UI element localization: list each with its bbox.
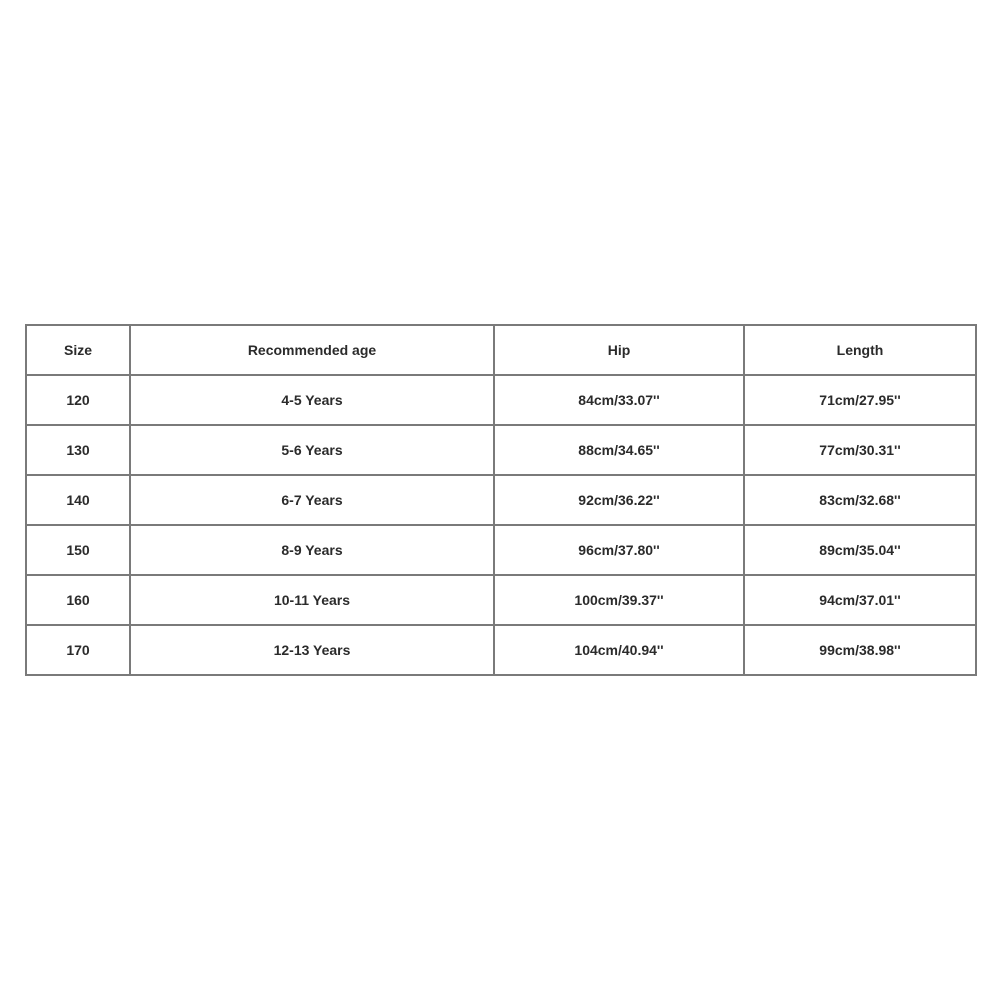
cell-size: 140: [26, 475, 130, 525]
cell-length: 89cm/35.04'': [744, 525, 976, 575]
table-row: [26, 525, 976, 575]
cell-size: 170: [26, 625, 130, 675]
table-row: [26, 475, 976, 525]
header-size: Size: [26, 325, 130, 375]
cell-hip: 92cm/36.22'': [494, 475, 744, 525]
cell-hip: 104cm/40.94'': [494, 625, 744, 675]
cell-size: 120: [26, 375, 130, 425]
cell-recommended-age: 10-11 Years: [130, 575, 494, 625]
cell-length: 94cm/37.01'': [744, 575, 976, 625]
cell-length: 99cm/38.98'': [744, 625, 976, 675]
cell-recommended-age: 5-6 Years: [130, 425, 494, 475]
table-row: [26, 575, 976, 625]
cell-recommended-age: 12-13 Years: [130, 625, 494, 675]
cell-length: 71cm/27.95'': [744, 375, 976, 425]
cell-hip: 84cm/33.07'': [494, 375, 744, 425]
cell-length: 83cm/32.68'': [744, 475, 976, 525]
cell-size: 150: [26, 525, 130, 575]
header-hip: Hip: [494, 325, 744, 375]
cell-recommended-age: 8-9 Years: [130, 525, 494, 575]
cell-length: 77cm/30.31'': [744, 425, 976, 475]
cell-size: 130: [26, 425, 130, 475]
table-row: [26, 625, 976, 675]
cell-recommended-age: 6-7 Years: [130, 475, 494, 525]
cell-size: 160: [26, 575, 130, 625]
table-row: [26, 375, 976, 425]
cell-hip: 100cm/39.37'': [494, 575, 744, 625]
cell-hip: 96cm/37.80'': [494, 525, 744, 575]
header-length: Length: [744, 325, 976, 375]
table-row: [26, 425, 976, 475]
cell-hip: 88cm/34.65'': [494, 425, 744, 475]
table-header-row: [26, 325, 976, 375]
size-chart-table: [25, 324, 977, 676]
cell-recommended-age: 4-5 Years: [130, 375, 494, 425]
header-recommended-age: Recommended age: [130, 325, 494, 375]
